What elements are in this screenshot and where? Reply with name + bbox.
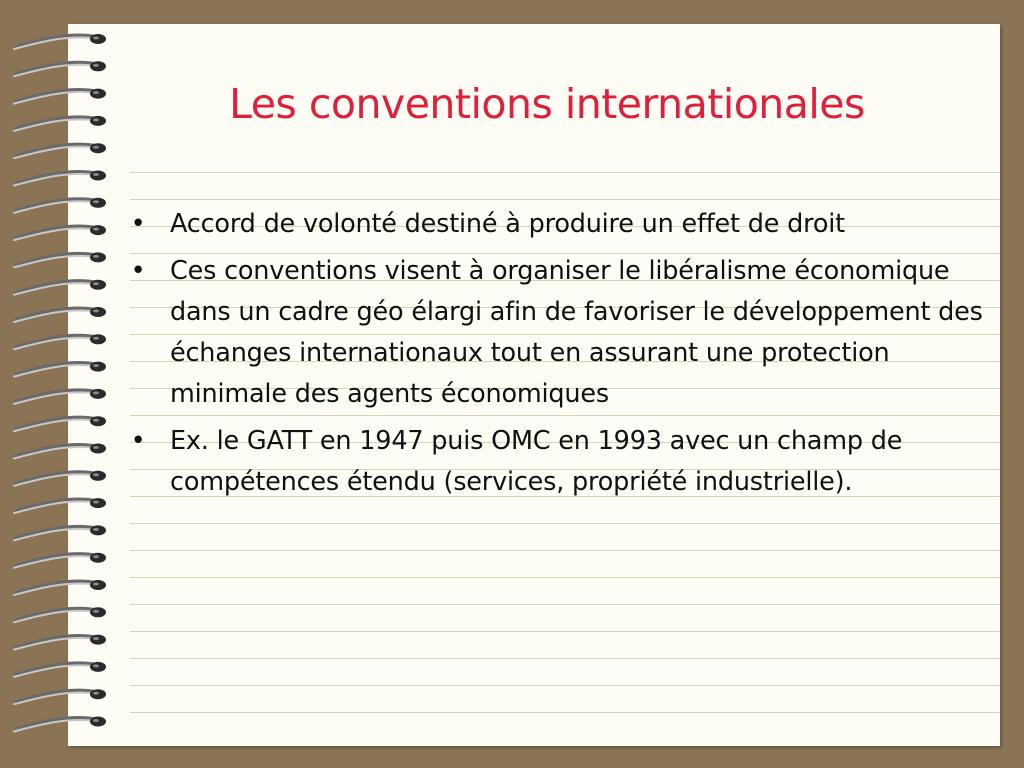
bullet-text: Accord de volonté destiné à produire un effet de droit bbox=[170, 209, 845, 239]
spiral-coil-icon bbox=[14, 362, 106, 377]
spiral-coil-icon bbox=[14, 198, 106, 213]
spiral-coil-icon bbox=[14, 116, 106, 131]
spiral-coil-icon bbox=[14, 416, 106, 431]
spiral-coil-icon bbox=[14, 635, 106, 650]
ruled-line bbox=[130, 550, 1000, 551]
bullet-list bbox=[124, 204, 994, 509]
ruled-line bbox=[130, 604, 1000, 605]
spiral-coil-icon bbox=[14, 580, 106, 595]
spiral-coil-icon bbox=[14, 662, 106, 677]
bullet-marker: • bbox=[130, 256, 146, 286]
spiral-coil-icon bbox=[14, 689, 106, 704]
ruled-line bbox=[130, 172, 1000, 173]
spiral-coil-icon bbox=[14, 307, 106, 322]
spiral-coil-icon bbox=[14, 171, 106, 186]
bullet-marker: • bbox=[130, 426, 146, 456]
spiral-coil-icon bbox=[14, 225, 106, 240]
bullet-item bbox=[124, 421, 994, 503]
spiral-coil-icon bbox=[14, 252, 106, 267]
spiral-coil-icon bbox=[14, 280, 106, 295]
spiral-coil-icon bbox=[14, 61, 106, 76]
bullet-text: Ces conventions visent à organiser le libéralisme économique dans un cadre géo élargi afin de favoriser le développement des échanges internationaux tout en assurant une protection minimale des agents économiques bbox=[170, 256, 983, 409]
spiral-coil-icon bbox=[14, 471, 106, 486]
spiral-binding-icon bbox=[0, 0, 120, 768]
bullet-item bbox=[124, 204, 994, 245]
spiral-coil-icon bbox=[14, 143, 106, 158]
bullet-item bbox=[124, 251, 994, 415]
bullet-marker: • bbox=[130, 209, 146, 239]
spiral-coil-icon bbox=[14, 607, 106, 622]
spiral-coil-icon bbox=[14, 525, 106, 540]
ruled-line bbox=[130, 523, 1000, 524]
spiral-coil-icon bbox=[14, 717, 106, 732]
ruled-line bbox=[130, 199, 1000, 200]
spiral-coil-icon bbox=[14, 389, 106, 404]
bullet-text: Ex. le GATT en 1947 puis OMC en 1993 avec un champ de compétences étendu (services, propriété industrielle). bbox=[170, 426, 903, 497]
ruled-line bbox=[130, 712, 1000, 713]
spiral-coil-icon bbox=[14, 553, 106, 568]
ruled-line bbox=[130, 685, 1000, 686]
spiral-coil-icon bbox=[14, 334, 106, 349]
spiral-coil-icon bbox=[14, 444, 106, 459]
spiral-coil-icon bbox=[14, 89, 106, 104]
ruled-line bbox=[130, 631, 1000, 632]
slide-title: Les conventions internationales bbox=[229, 80, 865, 128]
ruled-line bbox=[130, 658, 1000, 659]
spiral-coil-icon bbox=[14, 34, 106, 49]
spiral-coil-icon bbox=[14, 498, 106, 513]
ruled-line bbox=[130, 577, 1000, 578]
